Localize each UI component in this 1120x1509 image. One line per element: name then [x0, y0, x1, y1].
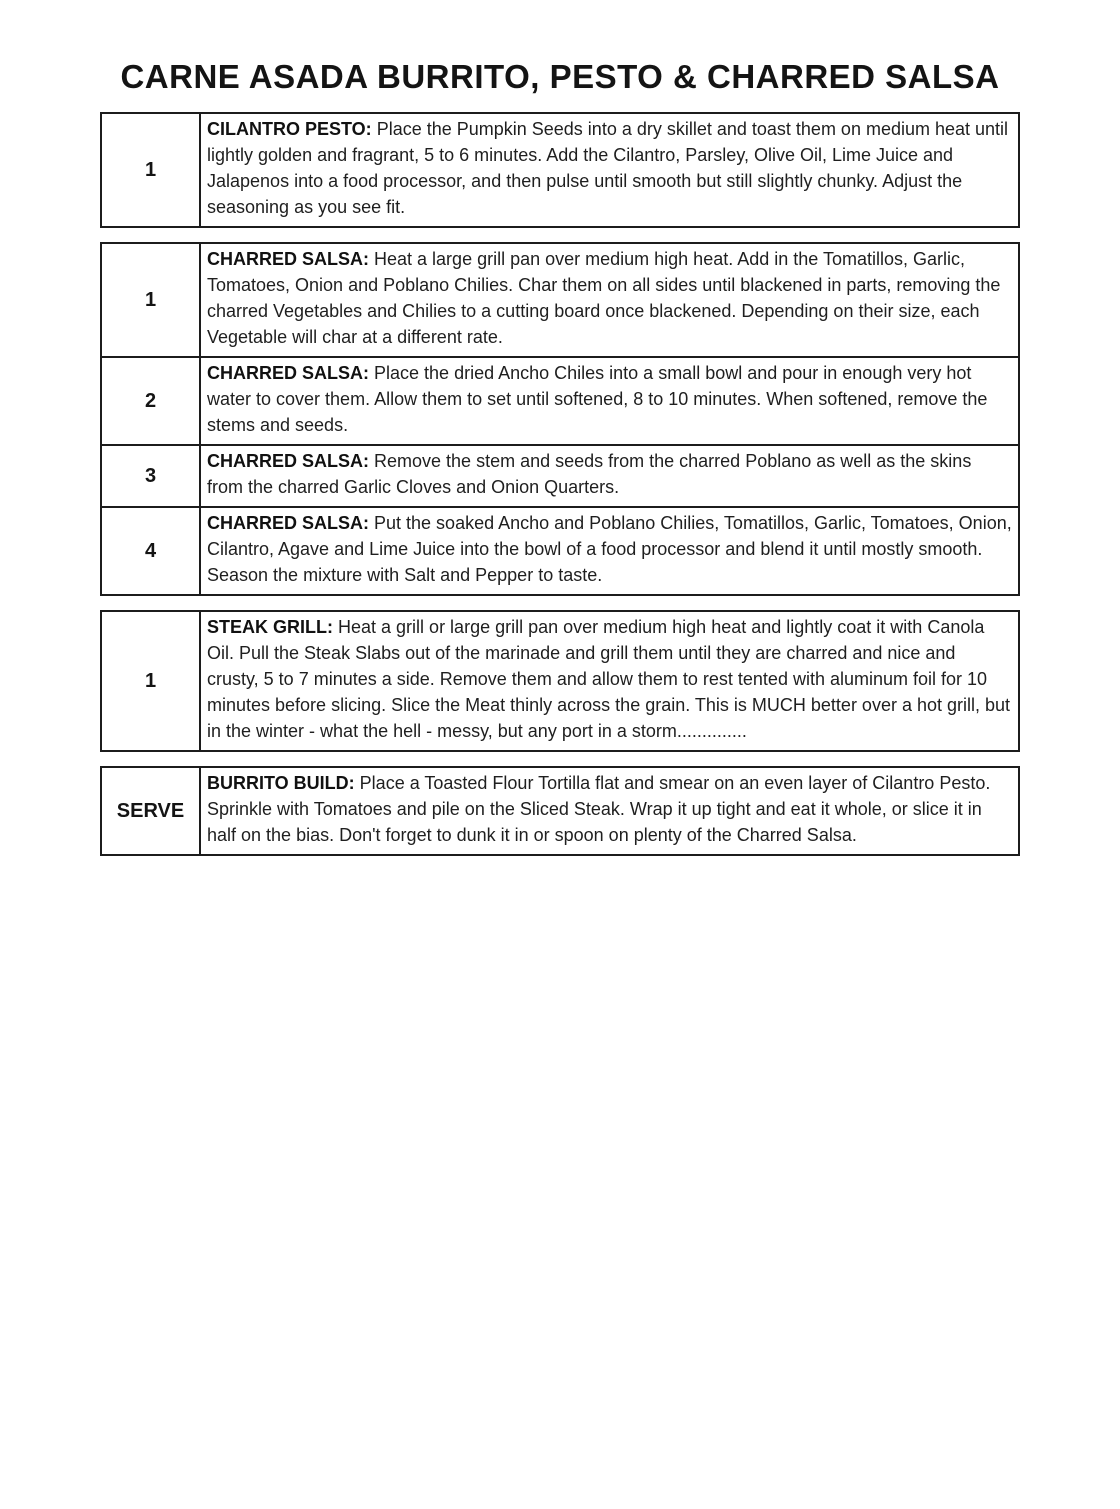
table-row: [101, 357, 1019, 445]
recipe-step-table-body: [101, 243, 1019, 595]
step-number-cell: [101, 611, 200, 751]
instruction-cell: [200, 357, 1019, 445]
recipe-step-table: [100, 610, 1020, 752]
instruction-cell: [200, 507, 1019, 595]
table-row: [101, 243, 1019, 357]
step-number: 1: [144, 288, 157, 311]
step-number-cell: [101, 113, 200, 227]
instruction-cell: [200, 767, 1019, 855]
instruction-text: Heat a grill or large grill pan over medium high heat and lightly coat it with Canola Oil. Pull the Steak Slabs out of the marinade and grill them until they are charred and nice and crusty, 5 to 7 minutes a side. Remove them and allow them to rest tented with aluminum foil for 10 minutes before slicing. Slice the Meat thinly across the grain. This is MUCH better over a hot grill, but in the winter - what the hell - messy, but any port in a storm..............: [207, 617, 1011, 741]
instruction-text: Put the soaked Ancho and Poblano Chilies, Tomatillos, Garlic, Tomatoes, Onion, Cilantro, Agave and Lime Juice into the bowl of a food processor and blend it until mostly smooth. Season the mixture with Salt and Pepper to taste.: [207, 513, 1012, 585]
recipe-step-table-body: [101, 767, 1019, 855]
instruction-text: Heat a large grill pan over medium high heat. Add in the Tomatillos, Garlic, Tomatoes, Onion and Poblano Chilies. Char them on all sides until blackened in parts, removing the charred Vegetables and Chilies to a cutting board once blackened. Depending on their size, each Vegetable will char at a different rate.: [207, 249, 1001, 347]
recipe-step-table-body: [101, 113, 1019, 227]
recipe-table-container: [100, 112, 1020, 856]
step-number-cell: [101, 243, 200, 357]
step-number: 1: [144, 158, 157, 181]
instruction-cell: [200, 445, 1019, 507]
step-number: 3: [144, 464, 157, 487]
recipe-step-table: [100, 766, 1020, 856]
step-number: 1: [144, 669, 157, 692]
table-row: [101, 507, 1019, 595]
table-row: [101, 445, 1019, 507]
instruction-label: CHARRED SALSA:: [207, 451, 369, 471]
instruction-cell: [200, 113, 1019, 227]
instruction-text: Place a Toasted Flour Tortilla flat and smear on an even layer of Cilantro Pesto. Sprinkle with Tomatoes and pile on the Sliced Steak. Wrap it up tight and eat it whole, or slice it in half on the bias. Don't forget to dunk it in or spoon on plenty of the Charred Salsa.: [207, 773, 991, 845]
step-number-cell: [101, 445, 200, 507]
table-row: [101, 611, 1019, 751]
instruction-text: Remove the stem and seeds from the charred Poblano as well as the skins from the charred Garlic Cloves and Onion Quarters.: [207, 451, 972, 497]
instruction-label: CHARRED SALSA:: [207, 249, 369, 269]
table-row: [101, 113, 1019, 227]
instruction-label: STEAK GRILL:: [207, 617, 333, 637]
instruction-cell: [200, 611, 1019, 751]
instruction-text: Place the Pumpkin Seeds into a dry skillet and toast them on medium heat until lightly golden and fragrant, 5 to 6 minutes. Add the Cilantro, Parsley, Olive Oil, Lime Juice and Jalapenos into a food processor, and then pulse until smooth but still slightly chunky. Adjust the seasoning as you see fit.: [207, 119, 1009, 217]
step-number: SERVE: [116, 799, 185, 822]
step-number-cell: [101, 507, 200, 595]
instruction-label: CHARRED SALSA:: [207, 363, 369, 383]
recipe-step-table-body: [101, 611, 1019, 751]
instruction-label: CHARRED SALSA:: [207, 513, 369, 533]
instruction-label: BURRITO BUILD:: [207, 773, 355, 793]
step-number-cell: [101, 357, 200, 445]
instruction-cell: [200, 243, 1019, 357]
instruction-text: Place the dried Ancho Chiles into a small bowl and pour in enough very hot water to cover them. Allow them to set until softened, 8 to 10 minutes. When softened, remove the stems and seeds.: [207, 363, 988, 435]
recipe-step-table: [100, 242, 1020, 596]
recipe-page: [0, 58, 1120, 1509]
table-row: [101, 767, 1019, 855]
step-number: 4: [144, 539, 157, 562]
page-title: CARNE ASADA BURRITO, PESTO & CHARRED SALSA: [120, 58, 1000, 95]
instruction-label: CILANTRO PESTO:: [207, 119, 372, 139]
step-number: 2: [144, 389, 157, 412]
step-number-cell: [101, 767, 200, 855]
recipe-step-table: [100, 112, 1020, 228]
